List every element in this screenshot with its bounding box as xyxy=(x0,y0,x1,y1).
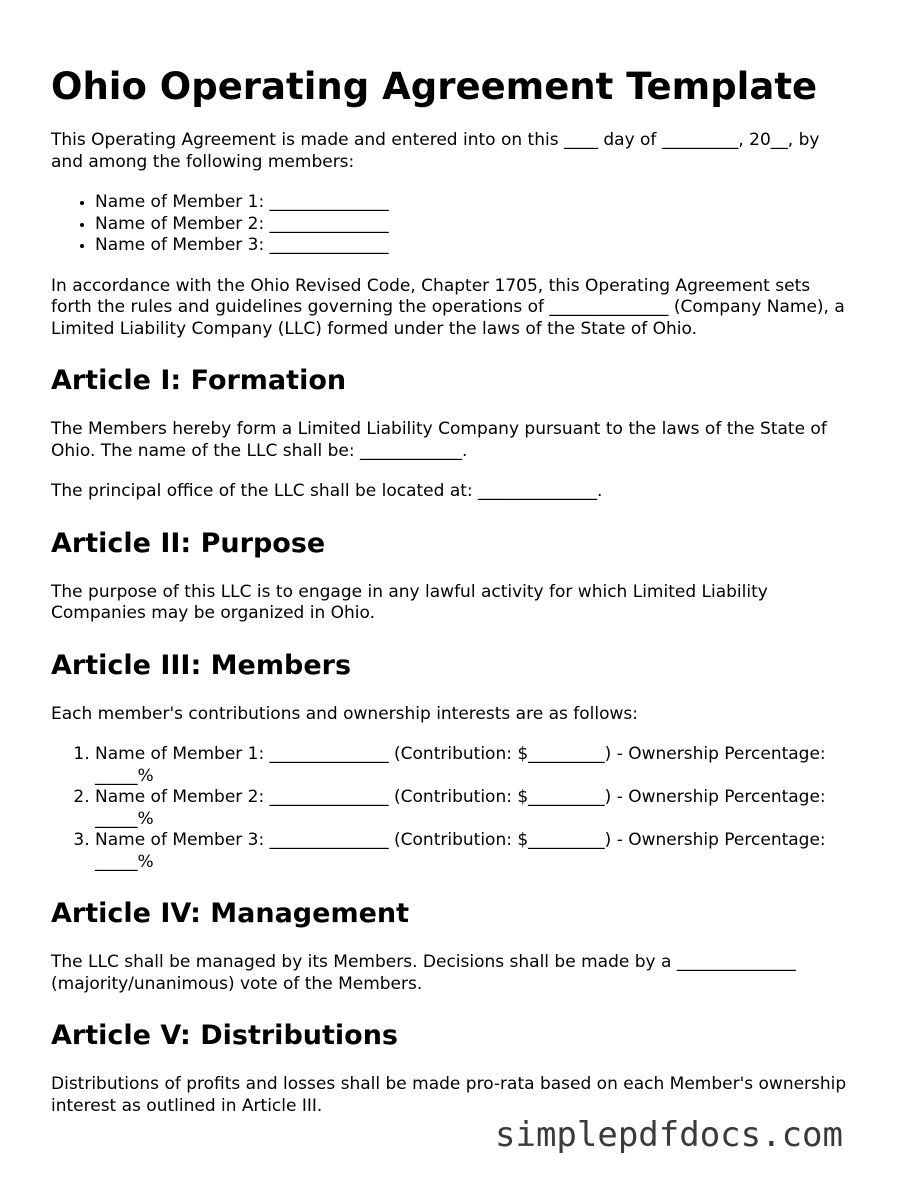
list-item: 2. Name of Member 2: ______________ (Contribution: $_________) - Ownership Percentage: _____% xyxy=(95,787,851,830)
accordance-paragraph: In accordance with the Ohio Revised Code, Chapter 1705, this Operating Agreement sets forth the rules and guidelines governing the operations of ______________ (Company Name), a Limited Liability Company (LLC) formed under the laws of the State of Ohio. xyxy=(51,275,845,339)
article-3-paragraph-1: Each member's contributions and ownership interests are as follows: xyxy=(51,703,638,724)
document-title: Ohio Operating Agreement Template xyxy=(51,65,818,108)
intro-paragraph: This Operating Agreement is made and entered into on this ____ day of _________, 20__, by and among the following members: xyxy=(51,130,820,172)
document-body xyxy=(51,130,851,1136)
article-3-heading: Article III: Members xyxy=(51,649,352,681)
article-2-heading: Article II: Purpose xyxy=(51,527,326,559)
members-bullet-list xyxy=(51,192,851,257)
list-item: 3. Name of Member 3: ______________ (Contribution: $_________) - Ownership Percentage: _____% xyxy=(95,830,851,873)
article-5-paragraph-1: Distributions of profits and losses shall be made pro-rata based on each Member's ownership interest as outlined in Article III. xyxy=(51,1074,847,1116)
list-item: 1. Name of Member 1: ______________ (Contribution: $_________) - Ownership Percentage: _____% xyxy=(95,744,851,787)
article-5-heading: Article V: Distributions xyxy=(51,1020,398,1051)
members-numbered-list xyxy=(51,744,851,873)
article-1-paragraph-1: The Members hereby form a Limited Liability Company pursuant to the laws of the State of Ohio. The name of the LLC shall be: ____________. xyxy=(51,419,827,461)
list-item: • Name of Member 2: ______________ xyxy=(95,214,851,236)
article-1-paragraph-2: The principal office of the LLC shall be located at: ______________. xyxy=(51,481,603,501)
list-item: • Name of Member 3: ______________ xyxy=(95,235,851,257)
list-item: • Name of Member 1: ______________ xyxy=(95,192,851,214)
article-4-paragraph-1: The LLC shall be managed by its Members. Decisions shall be made by a ______________ (majority/unanimous) vote of the Members. xyxy=(51,952,796,994)
article-2-paragraph-1: The purpose of this LLC is to engage in any lawful activity for which Limited Liability Companies may be organized in Ohio. xyxy=(51,581,768,623)
article-4-heading: Article IV: Management xyxy=(51,898,410,929)
article-1-heading: Article I: Formation xyxy=(51,365,347,396)
watermark: simplepdfdocs.com xyxy=(495,1115,843,1155)
